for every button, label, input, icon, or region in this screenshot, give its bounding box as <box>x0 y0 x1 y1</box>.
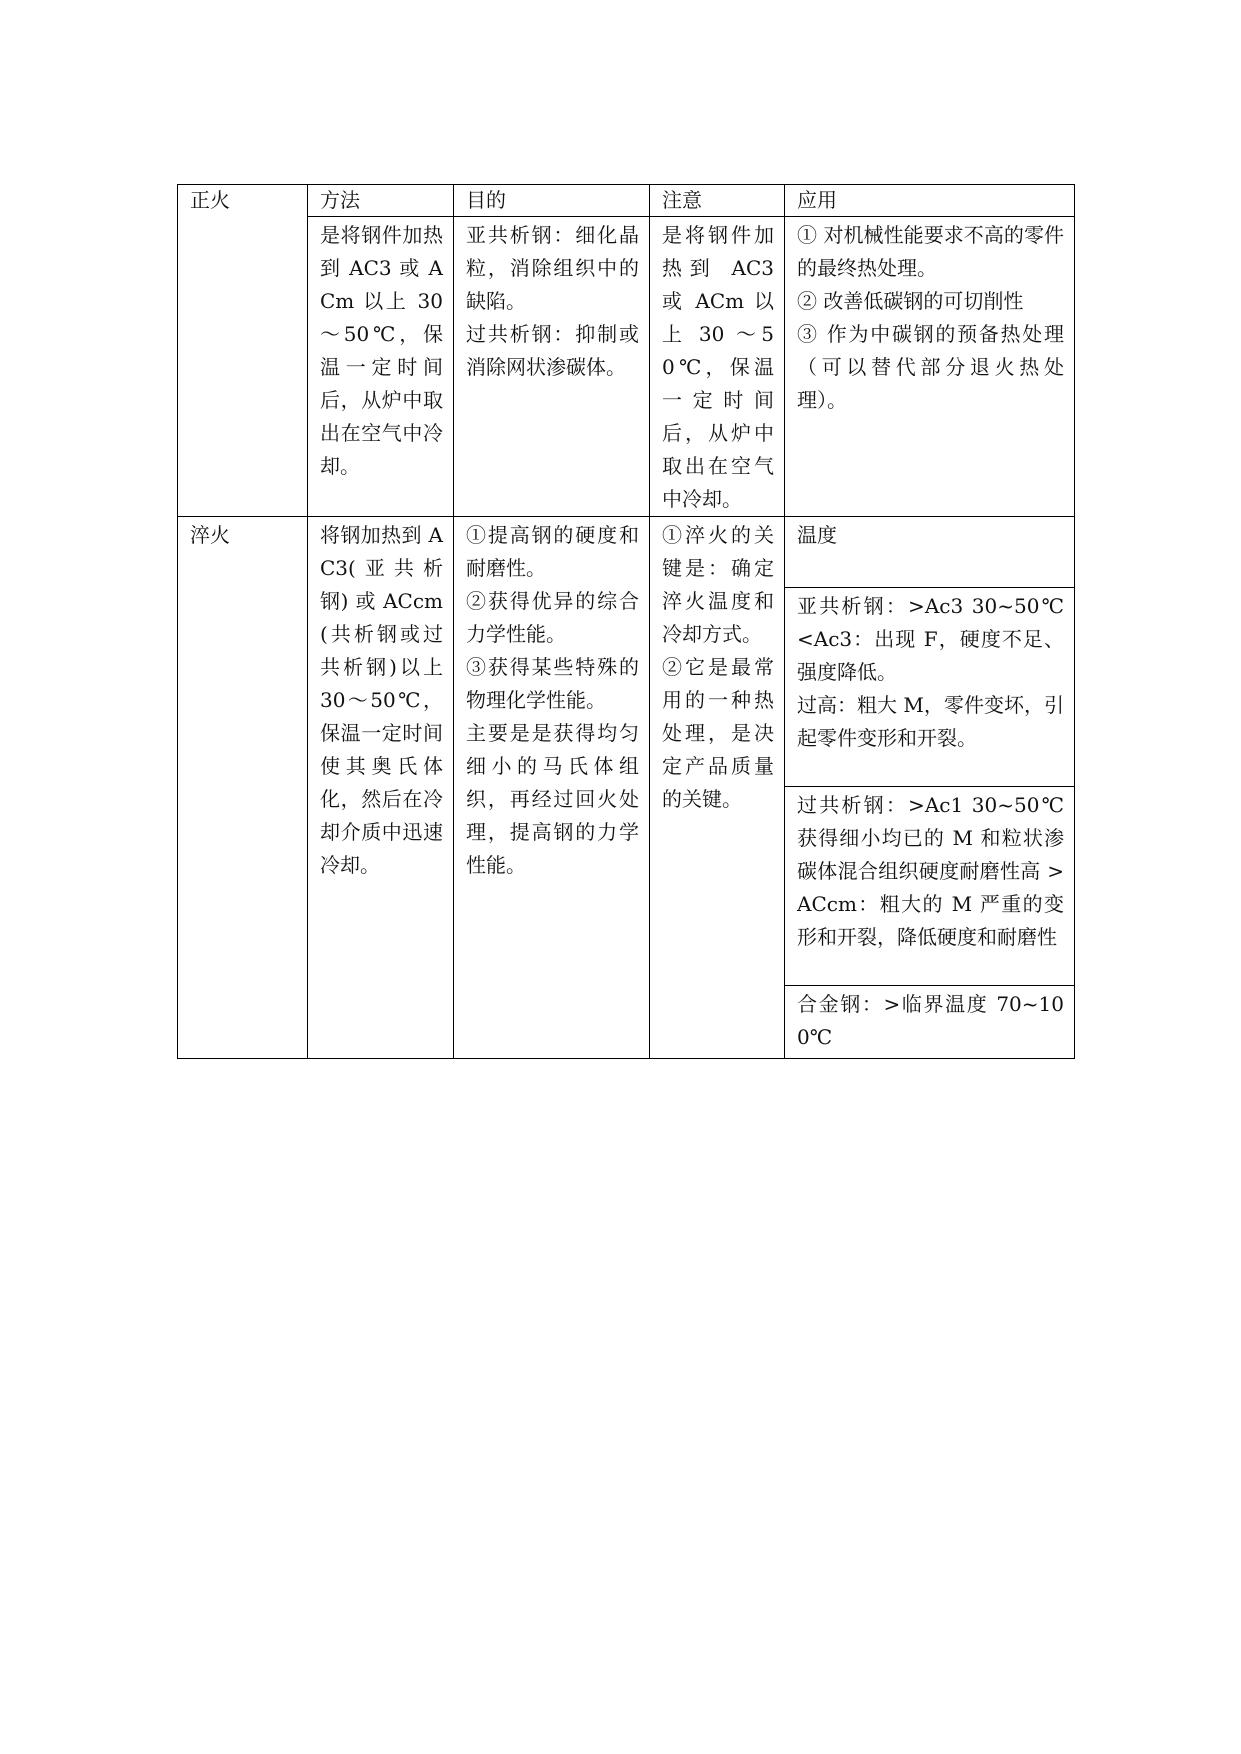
normalizing-application-item: ② 改善低碳钢的可切削性 <box>797 289 1024 313</box>
normalizing-purpose <box>454 217 650 517</box>
header-method: 方法 <box>308 185 454 217</box>
hypereutectoid-temperature: 过共析钢：>Ac1 30~50℃获得细小均已的 M 和粒状渗碳体混合组织硬度耐磨性高 >ACcm：粗大的 M 严重的变形和开裂，降低硬度和耐磨性 <box>785 787 1074 986</box>
quenching-purpose <box>454 517 650 1059</box>
temperature-label: 温度 <box>785 517 1074 588</box>
quenching-note-item: ②它是最常用的一种热处理，是决定产品质量的关键。 <box>662 655 774 811</box>
normalizing-purpose-item: 亚共析钢：细化晶粒，消除组织中的缺陷。 <box>466 223 639 313</box>
header-application: 应用 <box>785 185 1075 217</box>
quenching-purpose-item: ③获得某些特殊的物理化学性能。 <box>466 655 639 712</box>
quenching-note <box>650 517 785 1059</box>
header-purpose: 目的 <box>454 185 650 217</box>
hypoeutectoid-item: 过高：粗大 M，零件变坏，引起零件变形和开裂。 <box>797 693 1064 750</box>
heat-treatment-table <box>177 184 1075 1059</box>
quenching-row <box>178 517 1075 1059</box>
hypoeutectoid-item: 亚共析钢：>Ac3 30~50℃ <Ac3：出现 F，硬度不足、强度降低。 <box>797 594 1064 684</box>
hypoeutectoid-temperature <box>785 588 1074 787</box>
header-note: 注意 <box>650 185 785 217</box>
normalizing-purpose-item: 过共析钢：抑制或消除网状渗碳体。 <box>466 322 639 379</box>
quenching-purpose-item: 主要是是获得均匀细小的马氏体组织，再经过回火处理，提高钢的力学性能。 <box>466 721 639 877</box>
quenching-method: 将钢加热到 AC3(亚共析钢) 或 ACcm(共析钢或过共析钢)以上 30～50℃，保温一定时间使其奥氏体化，然后在冷却介质中迅速冷却。 <box>308 517 454 1059</box>
process-normalizing: 正火 <box>178 185 308 517</box>
alloy-steel-temperature: 合金钢：>临界温度 70~100℃ <box>797 992 1064 1049</box>
normalizing-row <box>178 217 1075 517</box>
quenching-note-item: ①淬火的关键是：确定淬火温度和冷却方式。 <box>662 523 774 646</box>
quenching-application <box>785 517 1075 1059</box>
quenching-purpose-item: ①提高钢的硬度和耐磨性。 <box>466 523 639 580</box>
normalizing-application-item: ③ 作为中碳钢的预备热处理（可以替代部分退火热处理）。 <box>797 322 1064 412</box>
header-row <box>178 185 1075 217</box>
quenching-purpose-item: ②获得优异的综合力学性能。 <box>466 589 639 646</box>
normalizing-method: 是将钢件加热到 AC3 或 ACm 以上 30～50℃，保温一定时间后，从炉中取出在空气中冷却。 <box>308 217 454 517</box>
normalizing-application-item: ① 对机械性能要求不高的零件的最终热处理。 <box>797 223 1064 280</box>
normalizing-application <box>785 217 1075 517</box>
process-quenching: 淬火 <box>178 517 308 1059</box>
normalizing-note: 是将钢件加热到 AC3 或 ACm 以上 30 ～50℃，保温一定时间后，从炉中取出在空气中冷却。 <box>650 217 785 517</box>
